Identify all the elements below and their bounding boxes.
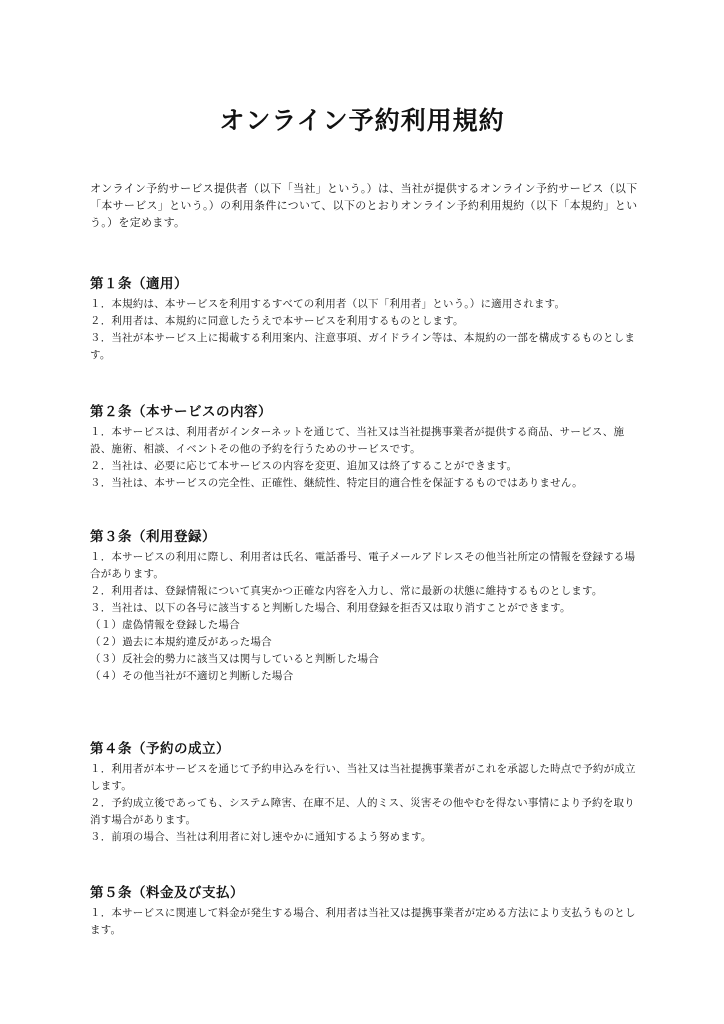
article-clause: ３．当社は、以下の各号に該当すると判断した場合、利用登録を拒否又は取り消すことができます。 bbox=[90, 602, 571, 614]
article-subitem: （３）反社会的勢力に該当又は関与していると判断した場合 bbox=[90, 653, 379, 665]
article-clause: ３．当社が本サービス上に掲載する利用案内、注意事項、ガイドライン等は、本規約の一部を構成するものとします。 bbox=[90, 332, 636, 361]
article-heading: 第４条（予約の成立） bbox=[90, 741, 230, 757]
article-clause: ３．前項の場合、当社は利用者に対し速やかに通知するよう努めます。 bbox=[90, 831, 432, 843]
article-clause: １．利用者が本サービスを通じて予約申込みを行い、当社又は当社提携事業者がこれを承認した時点で予約が成立します。 bbox=[90, 763, 636, 792]
article-subitem: （４）その他当社が不適切と判断した場合 bbox=[90, 670, 294, 682]
article-2 bbox=[90, 403, 642, 492]
article-4 bbox=[90, 740, 642, 846]
article-5 bbox=[90, 884, 642, 939]
article-clause: １．本サービスは、利用者がインターネットを通じて、当社又は当社提携事業者が提供する商品、サービス、施設、施術、相談、イベントその他の予約を行うためのサービスです。 bbox=[90, 426, 625, 455]
intro-paragraph: オンライン予約サービス提供者（以下「当社」という。）は、当社が提供するオンライン予約サービス（以下「本サービス」という。）の利用条件について、以下のとおりオンライン予約利用規約（以下「本規約」という。）を定めます。 bbox=[90, 182, 638, 229]
article-heading: 第５条（料金及び支払） bbox=[90, 885, 244, 901]
article-clause: １．本サービスに関連して料金が発生する場合、利用者は当社又は提携事業者が定める方法により支払うものとします。 bbox=[90, 907, 636, 936]
article-clause: １．本規約は、本サービスを利用するすべての利用者（以下「利用者」という。）に適用されます。 bbox=[90, 298, 566, 310]
article-clause: ２．当社は、必要に応じて本サービスの内容を変更、追加又は終了することができます。 bbox=[90, 460, 518, 472]
article-clause: ２．利用者は、本規約に同意したうえで本サービスを利用するものとします。 bbox=[90, 315, 464, 327]
document-title: オンライン予約利用規約 bbox=[219, 106, 505, 135]
article-subitem: （２）過去に本規約違反があった場合 bbox=[90, 636, 272, 648]
article-clause: ３．当社は、本サービスの完全性、正確性、継続性、特定目的適合性を保証するものではありません。 bbox=[90, 477, 583, 489]
article-heading: 第１条（適用） bbox=[90, 276, 188, 292]
article-clause: ２．利用者は、登録情報について真実かつ正確な内容を入力し、常に最新の状態に維持するものとします。 bbox=[90, 585, 603, 597]
article-heading: 第２条（本サービスの内容） bbox=[90, 404, 272, 420]
article-3 bbox=[90, 528, 642, 685]
article-1 bbox=[90, 275, 642, 364]
article-clause: ２．予約成立後であっても、システム障害、在庫不足、人的ミス、災害その他やむを得ない事情により予約を取り消す場合があります。 bbox=[90, 797, 635, 826]
article-subitem: （１）虚偽情報を登録した場合 bbox=[90, 619, 240, 631]
article-heading: 第３条（利用登録） bbox=[90, 529, 216, 545]
article-clause: １．本サービスの利用に際し、利用者は氏名、電話番号、電子メールアドレスその他当社所定の情報を登録する場合があります。 bbox=[90, 551, 636, 580]
